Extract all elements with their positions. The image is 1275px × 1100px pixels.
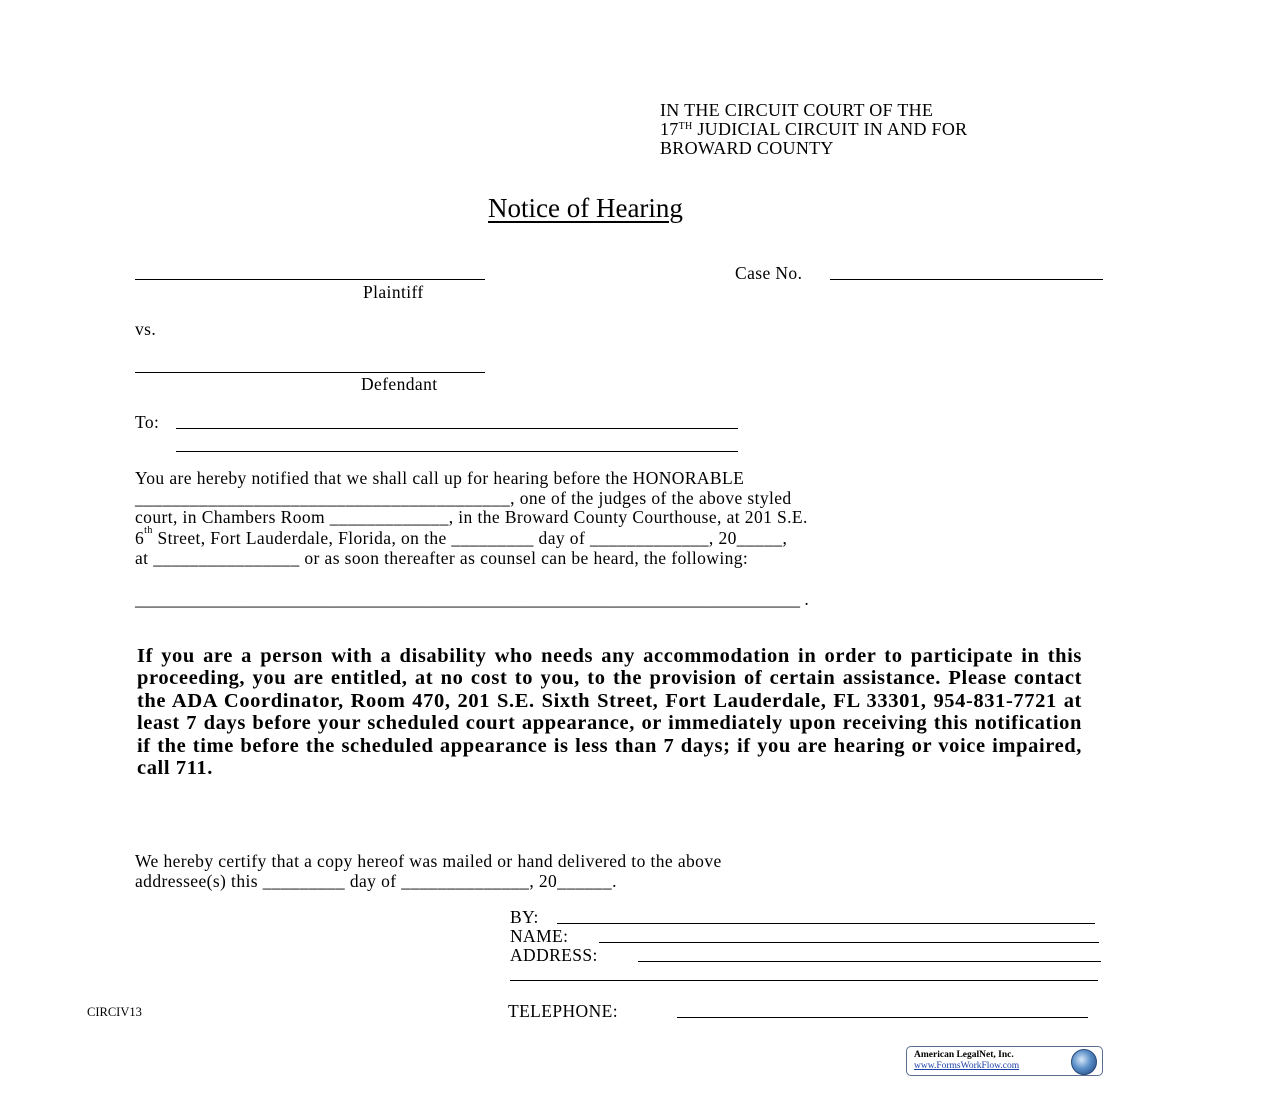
to-address-field-2[interactable] xyxy=(176,451,738,452)
telephone-field[interactable] xyxy=(677,1017,1088,1018)
circuit-number: 17 xyxy=(660,119,679,139)
name-field[interactable] xyxy=(599,942,1099,943)
logo-website-link[interactable]: www.FormsWorkFlow.com xyxy=(914,1061,1020,1071)
logo-company-name: American LegalNet, Inc. xyxy=(914,1050,1014,1060)
street-ordinal: th xyxy=(144,525,153,536)
certificate-line-1: We hereby certify that a copy hereof was mailed or hand delivered to the above xyxy=(135,851,722,871)
address-label: ADDRESS: xyxy=(510,945,598,965)
document-title: Notice of Hearing xyxy=(488,193,683,223)
certificate-line-2: addressee(s) this _________ day of ______________, 20______. xyxy=(135,871,617,891)
vs-label: vs. xyxy=(135,319,157,339)
to-address-field-1[interactable] xyxy=(176,428,738,429)
globe-icon xyxy=(1071,1049,1097,1075)
case-number-field[interactable] xyxy=(830,279,1103,280)
form-code: CIRCIV13 xyxy=(87,1005,142,1019)
case-number-label: Case No. xyxy=(735,263,803,283)
notice-line-5: at ________________ or as soon thereafter as counsel can be heard, the following: xyxy=(135,548,749,568)
court-header-line3: BROWARD COUNTY xyxy=(660,138,834,158)
address-field-1[interactable] xyxy=(638,961,1101,962)
notice-line-2: _________________________________________, one of the judges of the above styled xyxy=(135,488,792,508)
name-label: NAME: xyxy=(510,926,569,946)
court-header-line2 xyxy=(660,120,967,139)
following-matter-field[interactable]: ____________________________________________________________________________ . xyxy=(135,589,809,609)
notice-line-4 xyxy=(135,525,788,549)
court-header-line1: IN THE CIRCUIT COURT OF THE xyxy=(660,100,934,120)
notice-line-1: You are hereby notified that we shall call up for hearing before the HONORABLE xyxy=(135,468,745,488)
by-signature-field[interactable] xyxy=(557,923,1095,924)
to-label: To: xyxy=(135,412,160,432)
circuit-text: JUDICIAL CIRCUIT IN AND FOR xyxy=(692,119,968,139)
notice-line-4-text: Street, Fort Lauderdale, Florida, on the _________ day of _____________, 20_____, xyxy=(152,528,788,548)
plaintiff-label: Plaintiff xyxy=(363,282,424,302)
notice-line-3: court, in Chambers Room _____________, in the Broward County Courthouse, at 201 S.E. xyxy=(135,507,808,527)
by-label: BY: xyxy=(510,907,539,927)
ada-notice: If you are a person with a disability who needs any accommodation in order to participate in this proceeding, you are entitled, at no cost to you, to the provision of certain assistance. Please contact the ADA Coordinator, Room 470, 201 S.E. Sixth Street, Fort Lauderdale, FL 33301, 954-831-7721 at least 7 days before your scheduled court appearance, or immediately upon receiving this notification if the time before the scheduled appearance is less than 7 days; if you are hearing or voice impaired, call 711. xyxy=(137,645,1082,780)
american-legalnet-logo xyxy=(906,1046,1103,1076)
defendant-label: Defendant xyxy=(361,374,438,394)
telephone-label: TELEPHONE: xyxy=(508,1001,618,1021)
address-field-2[interactable] xyxy=(510,980,1098,981)
street-number: 6 xyxy=(135,528,145,548)
circuit-ordinal: TH xyxy=(678,121,693,132)
defendant-name-field[interactable] xyxy=(135,372,485,373)
plaintiff-name-field[interactable] xyxy=(135,279,485,280)
